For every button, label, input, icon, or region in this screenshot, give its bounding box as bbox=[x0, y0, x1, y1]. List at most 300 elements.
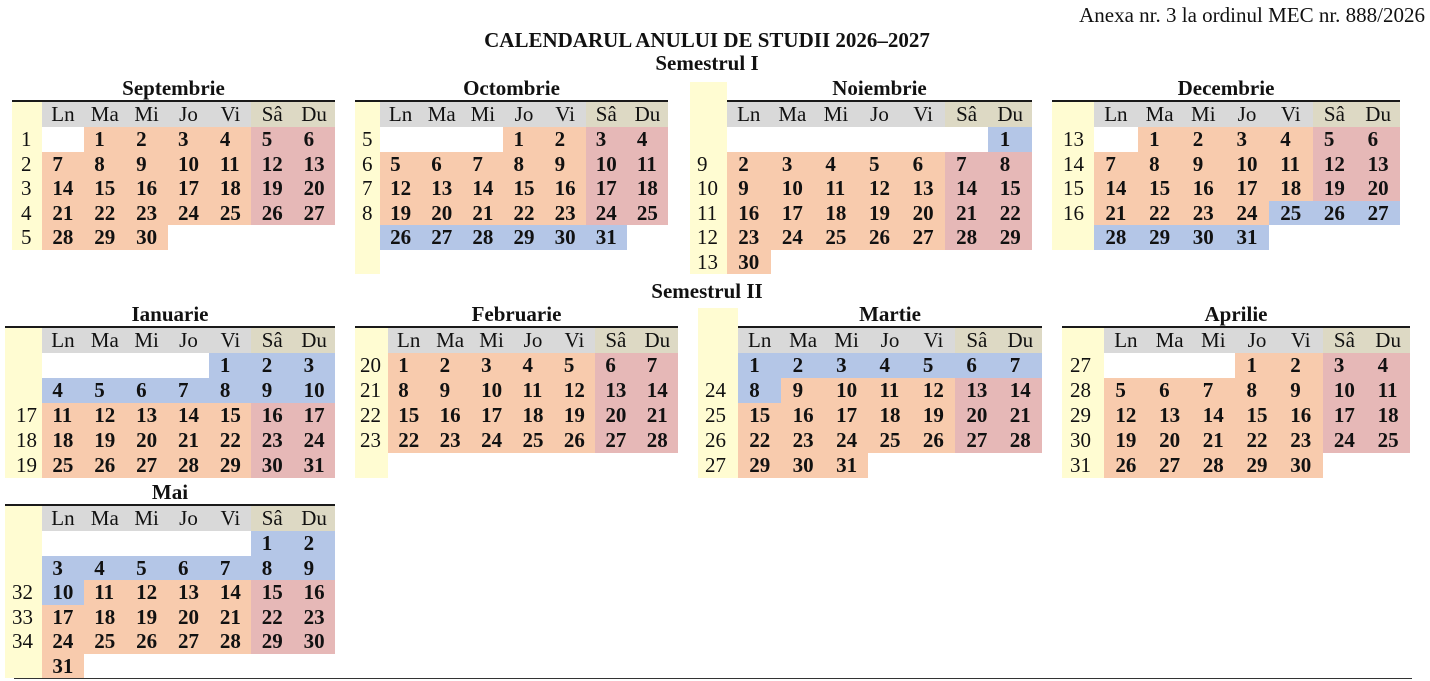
day-number: 11 bbox=[52, 403, 73, 427]
day-number: 19 bbox=[563, 403, 585, 427]
day-cell bbox=[825, 453, 868, 478]
week-number bbox=[1052, 225, 1094, 250]
day-number: 24 bbox=[52, 629, 74, 653]
day-number: 10 bbox=[781, 176, 803, 200]
day-number: 21 bbox=[646, 403, 668, 427]
day-cell bbox=[429, 353, 470, 378]
day-cell bbox=[503, 201, 544, 226]
day-cell bbox=[42, 201, 84, 226]
day-number: 3 bbox=[781, 151, 793, 176]
day-cell bbox=[168, 629, 210, 654]
month-day-grid bbox=[1052, 102, 1400, 250]
day-number: 7 bbox=[646, 353, 658, 377]
day-cell bbox=[168, 127, 210, 152]
empty-day-cell bbox=[554, 453, 595, 478]
day-number: 26 bbox=[1115, 453, 1137, 477]
day-cell bbox=[84, 378, 126, 403]
month-calendar-octombrie bbox=[355, 76, 668, 274]
day-number: 13 bbox=[177, 580, 199, 604]
week-number: 13 bbox=[690, 250, 727, 275]
day-number: 29 bbox=[749, 453, 771, 477]
week-number bbox=[355, 225, 380, 250]
week-number: 27 bbox=[1062, 353, 1104, 378]
day-cell bbox=[1104, 403, 1148, 428]
day-number: 14 bbox=[646, 378, 668, 402]
day-number: 28 bbox=[177, 453, 199, 477]
day-cell bbox=[251, 378, 293, 403]
week-column-header bbox=[5, 506, 42, 531]
day-cell bbox=[1094, 152, 1138, 177]
day-cell bbox=[209, 605, 251, 630]
annex-reference: Anexa nr. 3 la ordinul MEC nr. 888/2026 bbox=[1079, 3, 1425, 27]
weekday-header: Mi bbox=[814, 102, 858, 127]
day-cell bbox=[380, 176, 421, 201]
day-cell bbox=[209, 428, 251, 453]
day-number: 25 bbox=[52, 453, 74, 477]
day-cell bbox=[1366, 378, 1410, 403]
day-cell bbox=[988, 225, 1032, 250]
day-cell bbox=[251, 556, 293, 581]
day-number: 2 bbox=[792, 353, 804, 377]
week-number: 34 bbox=[5, 629, 42, 654]
day-number: 3 bbox=[595, 127, 607, 151]
week-number: 12 bbox=[690, 225, 727, 250]
month-day-grid bbox=[698, 328, 1042, 478]
day-cell bbox=[503, 176, 544, 201]
empty-day-cell bbox=[503, 250, 544, 275]
day-cell bbox=[868, 378, 911, 403]
day-cell bbox=[209, 176, 251, 201]
empty-day-cell bbox=[858, 250, 902, 275]
empty-day-cell bbox=[42, 127, 84, 152]
day-cell bbox=[84, 225, 126, 250]
empty-day-cell bbox=[42, 531, 84, 556]
day-number: 9 bbox=[261, 378, 273, 402]
weekday-header: Du bbox=[293, 102, 335, 127]
month-title: Octombrie bbox=[463, 76, 560, 100]
day-cell bbox=[462, 225, 503, 250]
day-number: 13 bbox=[605, 378, 627, 402]
day-number: 3 bbox=[836, 353, 847, 377]
day-number: 8 bbox=[999, 151, 1011, 176]
day-number: 12 bbox=[136, 580, 158, 604]
month-day-grid bbox=[1062, 328, 1410, 478]
day-number: 10 bbox=[1236, 151, 1258, 176]
day-cell bbox=[503, 225, 544, 250]
day-cell bbox=[825, 353, 868, 378]
day-cell bbox=[955, 378, 998, 403]
day-number: 11 bbox=[1377, 378, 1398, 402]
day-cell bbox=[251, 605, 293, 630]
week-number bbox=[5, 531, 42, 556]
day-number: 14 bbox=[1202, 403, 1224, 427]
day-number: 19 bbox=[868, 200, 890, 225]
day-cell bbox=[209, 353, 251, 378]
day-number: 12 bbox=[1115, 403, 1137, 427]
day-cell bbox=[781, 428, 824, 453]
day-cell bbox=[912, 428, 955, 453]
day-cell bbox=[462, 176, 503, 201]
day-number: 10 bbox=[595, 151, 617, 176]
month-calendar-septembrie bbox=[12, 76, 335, 250]
weekday-header: Jo bbox=[503, 102, 544, 127]
week-number: 29 bbox=[1062, 403, 1104, 428]
week-number: 26 bbox=[698, 428, 738, 453]
weekday-header: Vi bbox=[209, 506, 251, 531]
day-number: 10 bbox=[177, 151, 199, 176]
day-number: 15 bbox=[219, 403, 241, 427]
day-number: 24 bbox=[303, 428, 325, 452]
day-number: 3 bbox=[1333, 353, 1345, 377]
weekday-header: Jo bbox=[168, 102, 210, 127]
day-cell bbox=[554, 403, 595, 428]
empty-day-cell bbox=[955, 453, 998, 478]
week-number bbox=[5, 556, 42, 581]
empty-day-cell bbox=[637, 453, 678, 478]
day-cell bbox=[1279, 428, 1323, 453]
day-number: 11 bbox=[94, 580, 115, 604]
day-cell bbox=[955, 353, 998, 378]
day-number: 24 bbox=[481, 428, 503, 452]
day-number: 14 bbox=[1009, 378, 1031, 402]
day-number: 18 bbox=[52, 428, 74, 452]
day-number: 9 bbox=[136, 151, 147, 176]
document-title: CALENDARUL ANULUI DE STUDII 2026–2027 bbox=[484, 28, 930, 52]
weekday-header: Jo bbox=[512, 328, 553, 353]
day-cell bbox=[999, 428, 1042, 453]
day-number: 30 bbox=[792, 453, 814, 477]
day-cell bbox=[1323, 403, 1367, 428]
weekday-header: Ma bbox=[429, 328, 470, 353]
day-number: 7 bbox=[1105, 151, 1116, 176]
day-cell bbox=[545, 225, 586, 250]
day-cell bbox=[512, 428, 553, 453]
month-title: Noiembrie bbox=[832, 76, 927, 100]
weekday-header: Sâ bbox=[586, 102, 627, 127]
day-cell bbox=[293, 629, 335, 654]
week-number: 25 bbox=[698, 403, 738, 428]
empty-day-cell bbox=[388, 453, 429, 478]
day-number: 3 bbox=[177, 127, 189, 151]
day-number: 27 bbox=[1367, 200, 1389, 225]
weekday-header: Mi bbox=[126, 506, 168, 531]
week-column-header bbox=[355, 328, 388, 353]
day-number: 13 bbox=[912, 176, 934, 200]
day-number: 8 bbox=[398, 378, 409, 402]
day-number: 1 bbox=[398, 353, 409, 377]
week-number: 23 bbox=[355, 428, 388, 453]
day-number: 6 bbox=[1159, 378, 1170, 402]
day-cell bbox=[545, 201, 586, 226]
day-cell bbox=[945, 201, 989, 226]
day-cell bbox=[421, 201, 462, 226]
empty-day-cell bbox=[251, 654, 293, 679]
day-number: 31 bbox=[1236, 225, 1258, 249]
day-number: 2 bbox=[439, 353, 451, 377]
day-cell bbox=[209, 556, 251, 581]
day-number: 6 bbox=[605, 353, 616, 377]
weekday-header: Du bbox=[293, 328, 335, 353]
day-number: 18 bbox=[825, 200, 847, 225]
day-number: 23 bbox=[439, 428, 461, 452]
day-cell bbox=[595, 353, 636, 378]
empty-day-cell bbox=[1148, 353, 1192, 378]
day-number: 24 bbox=[781, 225, 803, 249]
day-cell bbox=[126, 152, 168, 177]
weekday-header: Sâ bbox=[1323, 328, 1367, 353]
day-number: 15 bbox=[398, 403, 420, 427]
day-number: 25 bbox=[1377, 428, 1399, 452]
day-number: 9 bbox=[303, 555, 315, 580]
day-number: 30 bbox=[303, 629, 325, 653]
week-number: 18 bbox=[5, 428, 42, 453]
day-number: 7 bbox=[52, 151, 63, 176]
day-number: 24 bbox=[177, 200, 199, 225]
day-cell bbox=[293, 152, 335, 177]
day-cell bbox=[293, 556, 335, 581]
day-cell bbox=[84, 152, 126, 177]
day-cell bbox=[999, 378, 1042, 403]
day-number: 17 bbox=[481, 403, 503, 427]
day-cell bbox=[168, 453, 210, 478]
day-cell bbox=[1356, 201, 1400, 226]
day-number: 28 bbox=[1202, 453, 1224, 477]
day-cell bbox=[771, 152, 815, 177]
day-cell bbox=[209, 453, 251, 478]
day-cell bbox=[1269, 201, 1313, 226]
day-cell bbox=[293, 453, 335, 478]
semester-label: Semestrul I bbox=[655, 51, 759, 75]
day-cell bbox=[814, 201, 858, 226]
day-number: 1 bbox=[1149, 127, 1160, 151]
day-cell bbox=[42, 453, 84, 478]
day-cell bbox=[586, 176, 627, 201]
day-cell bbox=[1235, 378, 1279, 403]
day-number: 25 bbox=[219, 200, 241, 225]
empty-day-cell bbox=[251, 225, 293, 250]
empty-day-cell bbox=[771, 127, 815, 152]
day-cell bbox=[42, 654, 84, 679]
day-cell bbox=[42, 629, 84, 654]
weekday-header: Vi bbox=[554, 328, 595, 353]
day-cell bbox=[209, 378, 251, 403]
empty-day-cell bbox=[293, 225, 335, 250]
day-number: 31 bbox=[595, 225, 617, 249]
month-calendar-martie bbox=[698, 302, 1042, 478]
day-cell bbox=[1269, 152, 1313, 177]
empty-day-cell bbox=[1366, 453, 1410, 478]
day-cell bbox=[209, 403, 251, 428]
day-cell bbox=[1235, 453, 1279, 478]
day-cell bbox=[1138, 176, 1182, 201]
day-number: 27 bbox=[605, 428, 627, 452]
day-number: 10 bbox=[1333, 378, 1355, 402]
day-number: 17 bbox=[1333, 403, 1355, 427]
day-cell bbox=[471, 353, 512, 378]
day-number: 18 bbox=[636, 176, 658, 200]
week-number: 4 bbox=[12, 201, 42, 226]
day-number: 24 bbox=[1333, 428, 1355, 452]
week-number: 5 bbox=[12, 225, 42, 250]
weekday-header: Vi bbox=[901, 102, 945, 127]
day-cell bbox=[293, 531, 335, 556]
day-cell bbox=[388, 403, 429, 428]
day-cell bbox=[901, 201, 945, 226]
week-number: 8 bbox=[355, 201, 380, 226]
day-number: 22 bbox=[261, 604, 283, 629]
day-cell bbox=[858, 152, 902, 177]
day-cell bbox=[858, 225, 902, 250]
day-cell bbox=[637, 353, 678, 378]
day-number: 21 bbox=[1009, 403, 1031, 427]
day-number: 12 bbox=[922, 378, 944, 402]
weekday-header: Sâ bbox=[955, 328, 998, 353]
day-cell bbox=[814, 152, 858, 177]
month-calendar-noiembrie bbox=[690, 76, 1032, 274]
day-number: 13 bbox=[1367, 151, 1389, 176]
empty-day-cell bbox=[462, 127, 503, 152]
day-number: 21 bbox=[177, 428, 199, 452]
day-number: 26 bbox=[94, 453, 116, 477]
empty-day-cell bbox=[945, 250, 989, 275]
day-cell bbox=[512, 378, 553, 403]
day-cell bbox=[945, 176, 989, 201]
day-cell bbox=[1279, 403, 1323, 428]
day-number: 6 bbox=[177, 555, 189, 580]
day-cell bbox=[1094, 225, 1138, 250]
day-number: 2 bbox=[303, 531, 315, 555]
weekday-header: Sâ bbox=[945, 102, 989, 127]
day-number: 29 bbox=[513, 225, 535, 249]
day-number: 3 bbox=[481, 353, 492, 377]
day-number: 28 bbox=[472, 225, 494, 249]
day-number: 6 bbox=[136, 378, 147, 402]
day-cell bbox=[901, 176, 945, 201]
empty-day-cell bbox=[168, 654, 210, 679]
day-number: 11 bbox=[219, 151, 240, 176]
day-cell bbox=[84, 403, 126, 428]
day-number: 3 bbox=[1236, 127, 1247, 151]
day-number: 1 bbox=[261, 531, 273, 555]
day-cell bbox=[858, 201, 902, 226]
day-cell bbox=[1235, 353, 1279, 378]
empty-day-cell bbox=[595, 453, 636, 478]
day-cell bbox=[168, 378, 210, 403]
empty-day-cell bbox=[429, 453, 470, 478]
day-cell bbox=[1181, 201, 1225, 226]
day-number: 2 bbox=[261, 353, 273, 377]
day-cell bbox=[209, 127, 251, 152]
weekday-header: Jo bbox=[1235, 328, 1279, 353]
day-cell bbox=[126, 580, 168, 605]
day-cell bbox=[293, 201, 335, 226]
weekday-header: Ma bbox=[84, 102, 126, 127]
day-number: 4 bbox=[94, 555, 105, 580]
day-cell bbox=[1225, 225, 1269, 250]
weekday-header: Vi bbox=[1279, 328, 1323, 353]
empty-day-cell bbox=[126, 654, 168, 679]
day-number: 11 bbox=[879, 378, 900, 402]
week-number: 32 bbox=[5, 580, 42, 605]
day-number: 26 bbox=[922, 428, 944, 452]
day-cell bbox=[42, 378, 84, 403]
day-cell bbox=[586, 152, 627, 177]
weekday-header: Mi bbox=[825, 328, 868, 353]
day-cell bbox=[554, 378, 595, 403]
day-number: 22 bbox=[749, 428, 771, 452]
month-title: Mai bbox=[151, 480, 189, 504]
day-cell bbox=[1225, 127, 1269, 152]
day-cell bbox=[858, 176, 902, 201]
day-number: 4 bbox=[52, 378, 63, 402]
semester-label: Semestrul II bbox=[651, 279, 763, 303]
day-cell bbox=[42, 152, 84, 177]
empty-day-cell bbox=[988, 250, 1032, 275]
day-cell bbox=[168, 580, 210, 605]
day-cell bbox=[209, 580, 251, 605]
weekday-header: Mi bbox=[1191, 328, 1235, 353]
day-number: 16 bbox=[136, 176, 158, 200]
month-day-grid bbox=[690, 102, 1032, 274]
day-number: 26 bbox=[563, 428, 585, 452]
day-number: 8 bbox=[94, 151, 105, 176]
day-cell bbox=[512, 403, 553, 428]
day-number: 15 bbox=[1246, 403, 1268, 427]
day-number: 5 bbox=[868, 151, 880, 176]
day-number: 10 bbox=[303, 378, 325, 402]
day-cell bbox=[380, 201, 421, 226]
day-cell bbox=[293, 403, 335, 428]
weekday-header: Vi bbox=[545, 102, 586, 127]
weekday-header: Vi bbox=[1269, 102, 1313, 127]
day-number: 1 bbox=[94, 127, 105, 151]
day-number: 27 bbox=[1159, 453, 1181, 477]
weekday-header: Ln bbox=[1104, 328, 1148, 353]
day-cell bbox=[988, 201, 1032, 226]
empty-day-cell bbox=[912, 453, 955, 478]
day-cell bbox=[1323, 353, 1367, 378]
empty-day-cell bbox=[209, 531, 251, 556]
day-cell bbox=[955, 403, 998, 428]
day-number: 25 bbox=[825, 225, 847, 249]
week-number: 21 bbox=[355, 378, 388, 403]
day-number: 16 bbox=[792, 403, 814, 427]
day-cell bbox=[727, 176, 771, 201]
weekday-header: Du bbox=[627, 102, 668, 127]
weekday-header: Sâ bbox=[251, 506, 293, 531]
weekday-header: Du bbox=[293, 506, 335, 531]
day-number: 7 bbox=[1009, 353, 1021, 377]
day-number: 12 bbox=[94, 403, 116, 427]
week-number: 22 bbox=[355, 403, 388, 428]
weekday-header: Vi bbox=[209, 102, 251, 127]
day-cell bbox=[727, 152, 771, 177]
day-cell bbox=[251, 176, 293, 201]
week-number: 27 bbox=[698, 453, 738, 478]
day-cell bbox=[429, 403, 470, 428]
day-cell bbox=[293, 353, 335, 378]
day-cell bbox=[781, 403, 824, 428]
day-number: 28 bbox=[646, 428, 668, 452]
day-cell bbox=[251, 531, 293, 556]
day-cell bbox=[901, 152, 945, 177]
day-number: 15 bbox=[261, 580, 283, 604]
day-number: 4 bbox=[879, 353, 890, 377]
day-number: 7 bbox=[1202, 378, 1214, 402]
day-number: 15 bbox=[999, 176, 1021, 200]
day-number: 14 bbox=[177, 403, 199, 427]
day-cell bbox=[1104, 428, 1148, 453]
